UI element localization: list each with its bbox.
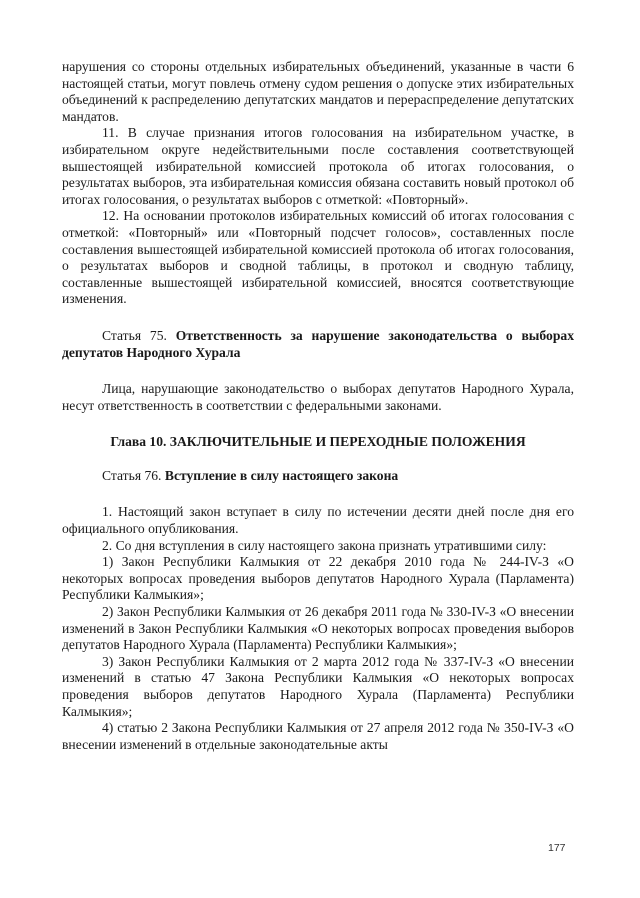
article-76-title: Вступление в силу настоящего закона (164, 467, 399, 483)
paragraph-12: 12. На основании протоколов избирательных комиссий об итогах голосования с отметкой: «Повторный» или «Повторный подсчет голосов», составленных после составления вышестоящей избирательной комиссией протокола об итогах голосования, о результатах выборов и сводной таблицы, в протокол и сводную таблицу, составленные вышестоящей избирательной комиссией, вносятся соответствующие изменения. (62, 208, 574, 307)
repealed-law-4: 4) статью 2 Закона Республики Калмыкия от 27 апреля 2012 года № 350-IV-З «О внесении изменений в отдельные законодательные акты (62, 720, 574, 752)
repealed-law-1: 1) Закон Республики Калмыкия от 22 декабря 2010 года № 244-IV-З «О некоторых вопросах проведения выборов депутатов Народного Хурала (Парламента) Республики Калмыкия»; (62, 554, 574, 603)
article-76-heading (62, 468, 574, 485)
repealed-law-3: 3) Закон Республики Калмыкия от 2 марта 2012 года № 337-IV-З «О внесении изменений в статью 47 Закона Республики Калмыкия «О некоторых вопросах проведения выборов депутатов Народного Хурала (Парламента) Республики Калмыкия»; (62, 653, 574, 719)
article-76-label: Статья 76. (102, 467, 162, 483)
article-75-title: Ответственность за нарушение законодательства о выборах депутатов Народного Хурала (62, 327, 574, 360)
document-body (62, 59, 574, 753)
article-75-text: Лица, нарушающие законодательство о выборах депутатов Народного Хурала, несут ответственность в соответствии с федеральными законами. (62, 381, 574, 413)
article-76-item-1: 1. Настоящий закон вступает в силу по истечении десяти дней после дня его официального опубликования. (62, 504, 574, 537)
article-75-label: Статья 75. (102, 327, 167, 343)
chapter-10-heading: Глава 10. ЗАКЛЮЧИТЕЛЬНЫЕ И ПЕРЕХОДНЫЕ ПОЛОЖЕНИЯ (110, 434, 526, 450)
repealed-law-2: 2) Закон Республики Калмыкия от 26 декабря 2011 года № 330-IV-З «О внесении изменений в Закон Республики Калмыкия «О некоторых вопросах проведения выборов депутатов Народного Хурала (Парламента) Республики Калмыкия»; (62, 604, 574, 653)
paragraph-11: 11. В случае признания итогов голосования на избирательном участке, в избирательном округе недействительными после составления соответствующей вышестоящей избирательной комиссией протокола об итогах голосования, о результатах выборов, эта избирательная комиссия обязана составить новый протокол об итогах голосования, о результатах выборов с отметкой: «Повторный». (62, 125, 574, 207)
article-75-heading (62, 328, 574, 361)
article-76-item-2: 2. Со дня вступления в силу настоящего закона признать утратившими силу: (102, 537, 547, 553)
paragraph-continuation: нарушения со стороны отдельных избирательных объединений, указанные в части 6 настоящей статьи, могут повлечь отмену судом решения о допуске этих избирательных объединений к распределению депутатских мандатов и перераспределение депутатских мандатов. (62, 59, 574, 124)
page-number: 177 (548, 842, 566, 854)
